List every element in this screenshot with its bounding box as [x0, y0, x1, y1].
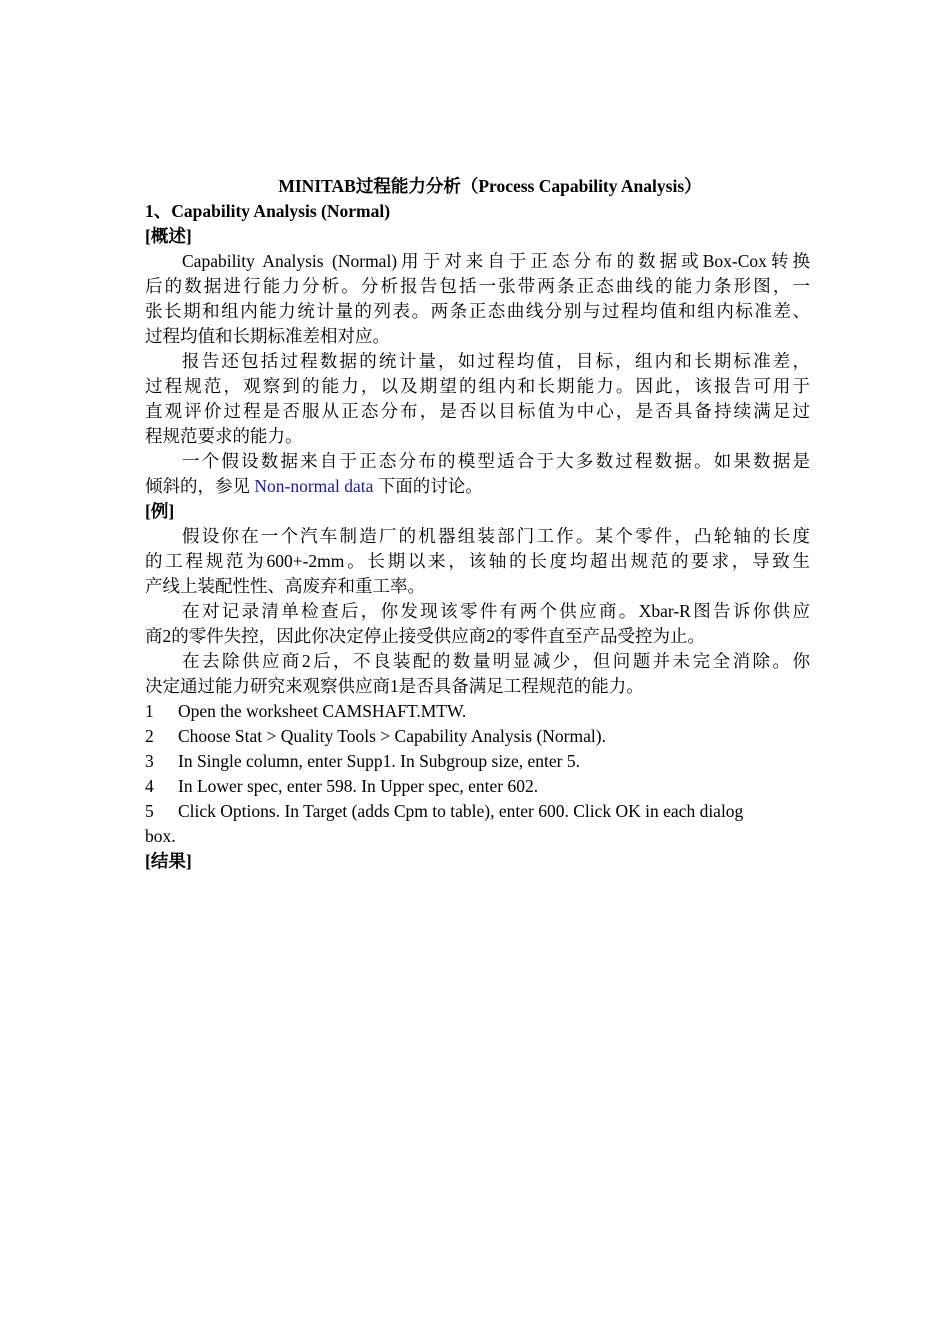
step-item — [145, 799, 810, 824]
text-line — [145, 474, 810, 499]
example-heading: [例] — [145, 501, 175, 521]
step-item — [145, 774, 810, 799]
text-line: 报告还包括过程数据的统计量，如过程均值，目标，组内和长期标准差， — [182, 351, 810, 371]
overview-heading: [概述] — [145, 226, 192, 246]
document-title: MINITAB过程能力分析（Process Capability Analysis） — [278, 176, 702, 196]
text-span: 倾斜的，参见 — [145, 476, 255, 496]
text-line: 决定通过能力研究来观察供应商1是否具备满足工程规范的能力。 — [145, 676, 644, 696]
text-line: 程规范要求的能力。 — [145, 426, 303, 446]
step-number: 2 — [145, 726, 154, 746]
section-heading: 1、Capability Analysis (Normal) — [145, 201, 391, 221]
document-body — [145, 174, 810, 874]
example-paragraph-2 — [145, 599, 810, 649]
step-text: In Single column, enter Supp1. In Subgroup size, enter 5. — [178, 751, 580, 771]
text-line: 过程均值和长期标准差相对应。 — [145, 326, 390, 346]
text-line: 一个假设数据来自于正态分布的模型适合于大多数过程数据。如果数据是 — [182, 451, 810, 471]
text-line: 在去除供应商2后，不良装配的数量明显减少，但问题并未完全消除。你 — [182, 651, 810, 671]
text-line: 直观评价过程是否服从正态分布，是否以目标值为中心，是否具备持续满足过 — [145, 401, 810, 421]
overview-paragraph-3 — [145, 449, 810, 499]
overview-paragraph-2 — [145, 349, 810, 449]
text-span: 下面的讨论。 — [373, 476, 483, 496]
example-paragraph-1 — [145, 524, 810, 599]
step-text: Open the worksheet CAMSHAFT.MTW. — [178, 701, 467, 721]
text-line: 张长期和组内能力统计量的列表。两条正态曲线分别与过程均值和组内标准差、 — [145, 301, 810, 321]
non-normal-data-link[interactable]: Non-normal data — [254, 476, 374, 496]
step-item — [145, 724, 810, 749]
step-item — [145, 699, 810, 724]
text-line: 过程规范，观察到的能力，以及期望的组内和长期能力。因此，该报告可用于 — [145, 376, 810, 396]
text-line: 后的数据进行能力分析。分析报告包括一张带两条正态曲线的能力条形图，一 — [145, 276, 810, 296]
step-continuation: box. — [145, 826, 176, 846]
results-heading: [结果] — [145, 851, 192, 871]
text-line: 的工程规范为600+-2mm。长期以来，该轴的长度均超出规范的要求，导致生 — [145, 551, 810, 571]
step-number: 3 — [145, 751, 154, 771]
step-text: Choose Stat > Quality Tools > Capability Analysis (Normal). — [178, 726, 606, 746]
step-number: 1 — [145, 701, 154, 721]
text-line: 假设你在一个汽车制造厂的机器组装部门工作。某个零件，凸轮轴的长度 — [182, 526, 810, 546]
text-line: 在对记录清单检查后，你发现该零件有两个供应商。Xbar-R图告诉你供应 — [182, 601, 810, 621]
text-line: Capability Analysis (Normal)用于对来自于正态分布的数据或Box-Cox转换 — [182, 251, 810, 271]
step-text: Click Options. In Target (adds Cpm to table), enter 600. Click OK in each dialog — [178, 801, 744, 821]
example-paragraph-3 — [145, 649, 810, 699]
steps-list — [145, 699, 810, 849]
text-line: 产线上装配性性、高废弃和重工率。 — [145, 576, 425, 596]
step-item — [145, 749, 810, 774]
step-text: In Lower spec, enter 598. In Upper spec, enter 602. — [178, 776, 539, 796]
overview-paragraph-1 — [145, 249, 810, 349]
text-line: 商2的零件失控，因此你决定停止接受供应商2的零件直至产品受控为止。 — [145, 626, 705, 646]
step-number: 4 — [145, 776, 154, 796]
step-number: 5 — [145, 801, 154, 821]
